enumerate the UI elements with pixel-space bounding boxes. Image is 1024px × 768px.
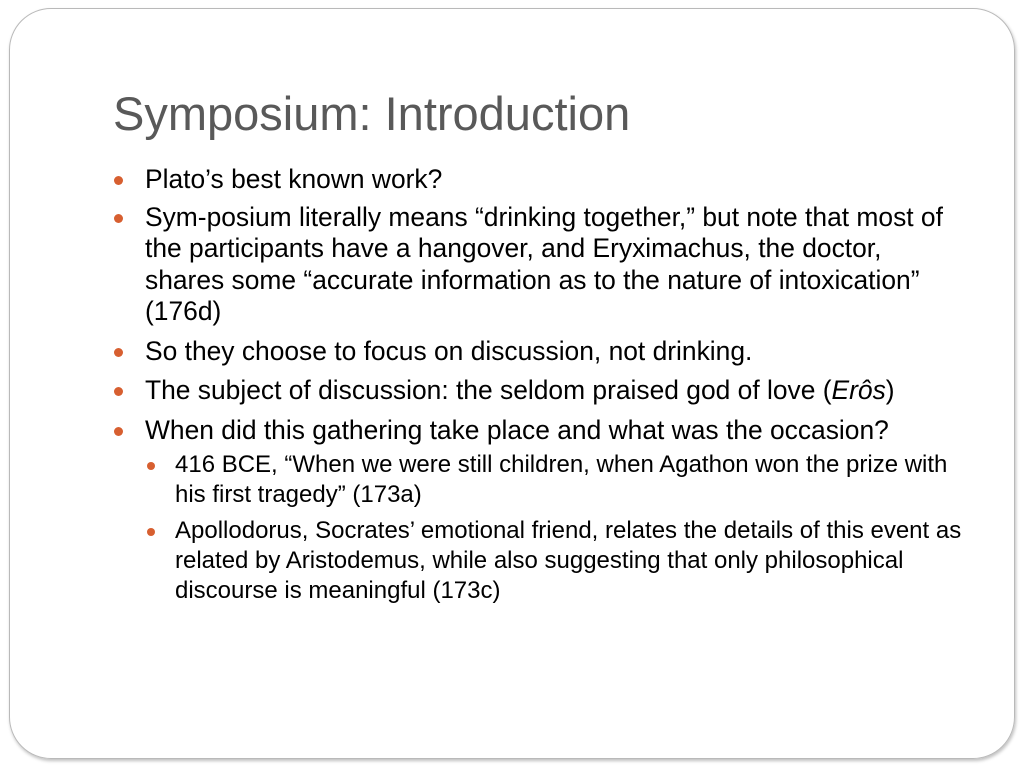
sub-bullet-dot-icon <box>147 528 155 536</box>
bullet-text-start: The subject of discussion: the seldom praised god of love ( <box>145 375 832 405</box>
bullet-text-italic: Erôs <box>831 375 886 405</box>
slide-body <box>113 164 963 612</box>
bullet-text: Sym-posium literally means “drinking together,” but note that most of the participants have a hangover, and Eryximachus, the doctor, shares some “accurate information as to the nature of intoxication” (176d) <box>145 201 943 326</box>
bullet-dot-icon <box>114 427 123 436</box>
sub-bullet-dot-icon <box>147 462 155 470</box>
bullet-item <box>113 164 963 196</box>
sub-bullet-text: 416 BCE, “When we were still children, when Agathon won the prize with his first tragedy” (173a) <box>175 451 948 508</box>
bullet-dot-icon <box>114 176 123 185</box>
bullet-dot-icon <box>114 214 123 223</box>
sub-bullet-item <box>145 450 963 510</box>
bullet-dot-icon <box>114 387 123 396</box>
bullet-item <box>113 202 963 328</box>
bullet-text: Plato’s best known work? <box>145 164 443 194</box>
bullet-item <box>113 375 963 407</box>
bullet-text: So they choose to focus on discussion, not drinking. <box>145 335 753 366</box>
bullet-text: When did this gathering take place and what was the occasion? <box>145 414 889 445</box>
slide-title: Symposium: Introduction <box>113 87 631 140</box>
bullet-item <box>113 336 963 368</box>
sub-bullet-text: Apollodorus, Socrates’ emotional friend, relates the details of this event as related by Aristodemus, while also suggesting that only philosophical discourse is meaningful (173c) <box>175 517 962 604</box>
sub-bullet-item <box>145 516 963 606</box>
bullet-item <box>113 415 963 447</box>
bullet-dot-icon <box>114 348 123 357</box>
bullet-text-end: ) <box>885 375 895 405</box>
